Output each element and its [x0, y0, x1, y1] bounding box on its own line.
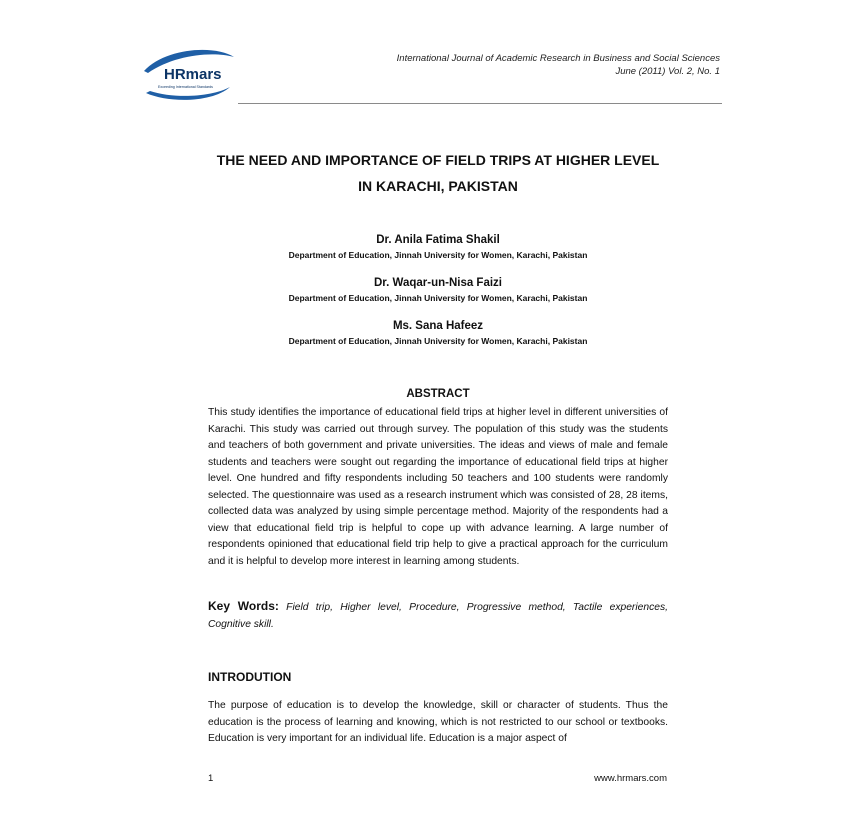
page-number: 1 — [208, 773, 214, 784]
abstract-text: This study identifies the importance of educational field trips at higher level in different universities of Karachi. This study was carried out through survey. The population of this study was the students and teachers of both government and private universities. The ideas and views of male and female students and teachers were sought out regarding the importance of educational field trips at higher level. One hundred and fifty respondents including 50 teachers and 100 students were randomly selected. The questionnaire was used as a research instrument which was consisted of 28, 28 items, collected data was analyzed by using simple percentage method. Majority of the respondents had a view that educational field trip is helpful to cope up with advance learning. A large number of respondents opinioned that educational field trip help to give a practical approach for the curriculum and it is helpful to develop more interest in learning among students. — [208, 407, 668, 567]
introduction-text: The purpose of education is to develop the knowledge, skill or character of students. Thus the education is the process of learning and knowing, which is not restricted to our school or textbooks. Education is very important for an individual life. Education is a major aspect of — [208, 700, 668, 744]
header-rule — [238, 103, 722, 104]
author-name: Dr. Waqar-un-Nisa Faizi — [373, 277, 502, 289]
hrmars-logo — [138, 41, 238, 114]
footer-website: www.hrmars.com — [594, 773, 667, 784]
author-affiliation: Department of Education, Jinnah University for Women, Karachi, Pakistan — [288, 336, 588, 346]
author-1 — [150, 233, 726, 262]
author-name: Ms. Sana Hafeez — [392, 320, 484, 332]
journal-info — [397, 52, 720, 78]
logo-tagline: Exceeding International Standards — [158, 85, 213, 89]
author-affiliation: Department of Education, Jinnah University for Women, Karachi, Pakistan — [288, 250, 588, 260]
author-3 — [150, 319, 726, 348]
keywords-label: Key Words: — [208, 599, 279, 613]
keywords-list: Field trip, Higher level, Procedure, Progressive method, Tactile experiences, Cognitive skill. — [208, 602, 668, 630]
title-line-1: THE NEED AND IMPORTANCE OF FIELD TRIPS AT HIGHER LEVEL — [216, 152, 660, 168]
keywords — [208, 598, 668, 633]
journal-name: International Journal of Academic Research in Business and Social Sciences — [396, 53, 720, 64]
title-line-2: IN KARACHI, PAKISTAN — [358, 178, 518, 194]
author-affiliation: Department of Education, Jinnah University for Women, Karachi, Pakistan — [288, 293, 588, 303]
paper-title — [150, 147, 726, 199]
introduction-heading: INTRODUTION — [208, 670, 292, 684]
logo-text: HRmars — [164, 66, 222, 83]
author-2 — [150, 276, 726, 305]
journal-issue: June (2011) Vol. 2, No. 1 — [615, 66, 720, 77]
abstract-heading: ABSTRACT — [406, 388, 470, 400]
author-name: Dr. Anila Fatima Shakil — [376, 234, 500, 246]
